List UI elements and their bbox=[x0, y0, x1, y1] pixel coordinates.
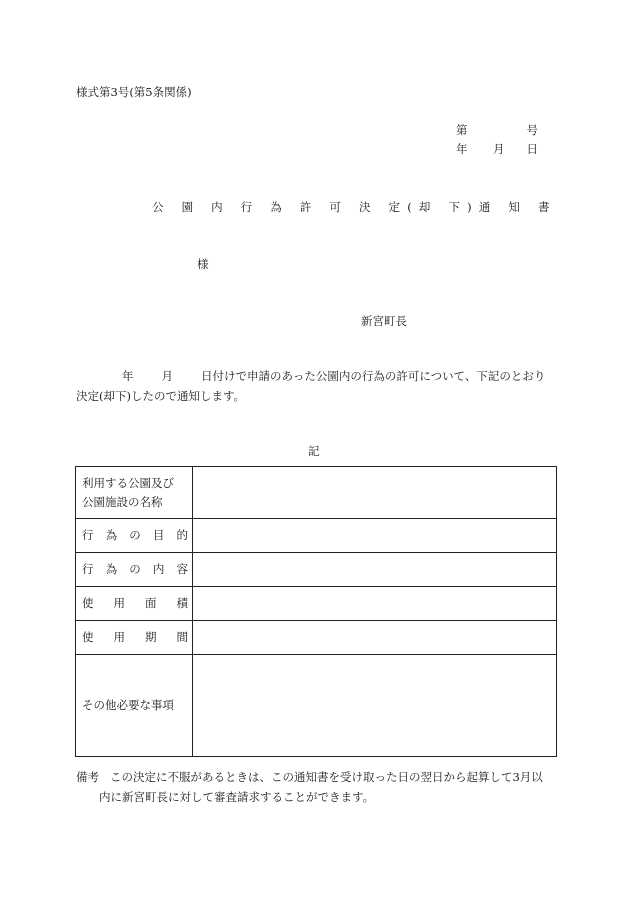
title-char: 知 bbox=[508, 200, 528, 214]
row-label-other: その他必要な事項 bbox=[76, 655, 193, 757]
label-line: 公園施設の名称 bbox=[82, 494, 163, 509]
row-label-content: 行 為 の 内 容 bbox=[76, 553, 193, 587]
value-cell-other[interactable] bbox=[193, 655, 557, 757]
table-row bbox=[76, 553, 557, 587]
body-paragraph bbox=[76, 366, 556, 406]
document-date bbox=[456, 141, 538, 157]
row-label-purpose: 行 為 の 目 的 bbox=[76, 519, 193, 553]
date-day: 日 bbox=[526, 142, 538, 156]
remark-line-2: 内に新宮町長に対して審査請求することができます。 bbox=[99, 790, 375, 804]
title-char: 内 bbox=[211, 200, 230, 214]
value-cell-area[interactable] bbox=[193, 587, 557, 621]
remark bbox=[76, 767, 556, 807]
remark-line-1: この決定に不服があるときは、この通知書を受け取った日の翌日から起算して3月以 bbox=[109, 770, 543, 784]
document-number-prefix: 第 bbox=[456, 123, 468, 137]
table-row bbox=[76, 519, 557, 553]
page-title bbox=[152, 199, 557, 215]
document-number bbox=[456, 122, 538, 138]
title-char: 行 bbox=[240, 200, 260, 214]
date-year: 年 bbox=[456, 142, 468, 156]
title-char: 下) bbox=[448, 200, 479, 214]
body-year: 年 bbox=[122, 369, 134, 383]
details-table bbox=[75, 466, 557, 757]
row-label-park-name bbox=[76, 467, 193, 519]
table-row bbox=[76, 621, 557, 655]
body-line-1 bbox=[76, 366, 556, 386]
title-char: 園 bbox=[181, 200, 201, 214]
title-char: 為 bbox=[270, 200, 289, 214]
title-char: 書 bbox=[537, 200, 557, 214]
title-char: 可 bbox=[329, 200, 349, 214]
title-char: 決 bbox=[358, 200, 378, 214]
title-char: 許 bbox=[299, 200, 319, 214]
title-char: 定 bbox=[388, 200, 408, 214]
table-row bbox=[76, 467, 557, 519]
body-line-2: 決定(却下)したので通知します。 bbox=[76, 389, 246, 403]
value-cell-content[interactable] bbox=[193, 553, 557, 587]
remark-head: 備考 bbox=[76, 770, 99, 784]
title-char: (却 bbox=[407, 200, 438, 214]
label-line: 利用する公園及び bbox=[82, 475, 174, 490]
row-label-period: 使 用 期 間 bbox=[76, 621, 193, 655]
body-month: 月 bbox=[161, 369, 173, 383]
table-row bbox=[76, 655, 557, 757]
issuer: 新宮町長 bbox=[361, 314, 407, 328]
title-char: 公 bbox=[152, 200, 171, 214]
form-number: 様式第3号(第5条関係) bbox=[76, 85, 192, 99]
value-cell-purpose[interactable] bbox=[193, 519, 557, 553]
value-cell-period[interactable] bbox=[193, 621, 557, 655]
value-cell-park-name[interactable] bbox=[193, 467, 557, 519]
date-month: 月 bbox=[493, 142, 505, 156]
title-char: 通 bbox=[478, 200, 498, 214]
document-number-suffix: 号 bbox=[526, 123, 538, 137]
row-label-area: 使 用 面 積 bbox=[76, 587, 193, 621]
table-row bbox=[76, 587, 557, 621]
addressee-suffix: 様 bbox=[197, 257, 209, 271]
body-line-1-text: 日付けで申請のあった公園内の行為の許可について、下記のとおり bbox=[201, 369, 546, 383]
ki-heading: 記 bbox=[308, 444, 320, 458]
